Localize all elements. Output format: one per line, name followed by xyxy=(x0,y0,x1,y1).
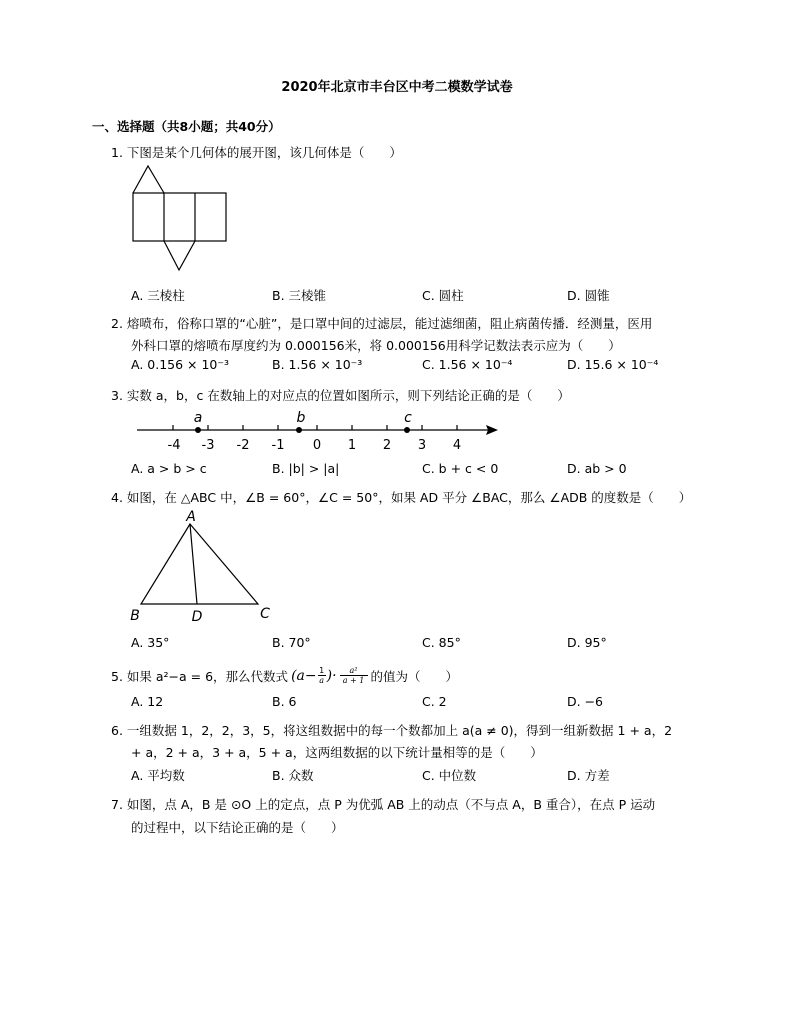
q4-option-b[interactable]: B. 70° xyxy=(272,635,311,650)
q5-stem-suffix: 的值为（ ） xyxy=(370,668,459,684)
net-top-triangle xyxy=(133,166,164,193)
q5-fraction-2-denominator: a + 1 xyxy=(342,676,365,685)
tick-label: -1 xyxy=(271,438,285,453)
q3-option-c[interactable]: C. b + c < 0 xyxy=(422,461,499,476)
vertex-a-label: A xyxy=(186,509,196,525)
question-7-line-1: 7. 如图，点 A，B 是 ⊙O 上的定点，点 P 为优弧 AB 上的动点（不与点 A，B 重合），在点 P 运动 xyxy=(111,797,656,812)
q1-option-c[interactable]: C. 圆柱 xyxy=(422,288,464,303)
point-a xyxy=(195,427,201,433)
prism-net-figure xyxy=(128,163,232,275)
q5-fraction-1-denominator: a xyxy=(319,676,324,685)
q5-option-d[interactable]: D. −6 xyxy=(567,694,603,709)
section-heading: 一、选择题（共8小题；共40分） xyxy=(92,119,281,134)
question-6-line-1: 6. 一组数据 1，2，2，3，5，将这组数据中的每一个数都加上 a(a ≠ 0)，得到一组新数据 1 + a，2 xyxy=(111,723,673,738)
q5-fraction-1 xyxy=(318,666,326,685)
triangle-abc xyxy=(141,524,258,604)
question-5-stem xyxy=(111,666,458,685)
point-c xyxy=(404,427,410,433)
q1-option-d[interactable]: D. 圆锥 xyxy=(567,288,610,303)
q2-option-b[interactable]: B. 1.56 × 10⁻³ xyxy=(272,357,363,372)
tick-label: 0 xyxy=(312,438,322,453)
question-6-line-2: + a，2 + a，3 + a，5 + a，这两组数据的以下统计量相等的是（ ） xyxy=(131,745,543,760)
point-c-label: c xyxy=(404,410,412,426)
point-a-label: a xyxy=(193,410,203,426)
q5-fraction-2 xyxy=(340,666,368,685)
tick-label: -3 xyxy=(201,438,215,453)
q6-option-d[interactable]: D. 方差 xyxy=(567,768,610,783)
question-4-stem: 4. 如图，在 △ABC 中，∠B = 60°，∠C = 50°，如果 AD 平分 ∠BAC，那么 ∠ADB 的度数是（ ） xyxy=(111,490,692,505)
q6-option-b[interactable]: B. 众数 xyxy=(272,768,314,783)
q5-expr-open: (a− xyxy=(291,667,317,684)
q5-fraction-1-numerator: 1 xyxy=(319,666,325,675)
q4-option-d[interactable]: D. 95° xyxy=(567,635,607,650)
tick-label: 2 xyxy=(382,438,392,453)
point-d-label: D xyxy=(191,609,203,625)
triangle-figure xyxy=(126,508,276,628)
q2-option-d[interactable]: D. 15.6 × 10⁻⁴ xyxy=(567,357,659,372)
q6-option-c[interactable]: C. 中位数 xyxy=(422,768,477,783)
q3-option-b[interactable]: B. |b| > |a| xyxy=(272,461,340,476)
tick-label: 1 xyxy=(347,438,357,453)
q5-fraction-2-numerator: a² xyxy=(349,666,358,675)
q2-option-a[interactable]: A. 0.156 × 10⁻³ xyxy=(131,357,229,372)
q6-option-a[interactable]: A. 平均数 xyxy=(131,768,185,783)
question-1-stem: 1. 下图是某个几何体的展开图，该几何体是（ ） xyxy=(111,145,402,160)
question-3-stem: 3. 实数 a，b，c 在数轴上的对应点的位置如图所示，则下列结论正确的是（ ） xyxy=(111,388,570,403)
tick-label: 3 xyxy=(417,438,427,453)
q2-option-c[interactable]: C. 1.56 × 10⁻⁴ xyxy=(422,357,513,372)
q5-option-a[interactable]: A. 12 xyxy=(131,694,164,709)
q5-option-b[interactable]: B. 6 xyxy=(272,694,297,709)
question-2-line-1: 2. 熔喷布，俗称口罩的“心脏”，是口罩中间的过滤层，能过滤细菌，阻止病菌传播．经测量，医用 xyxy=(111,316,653,331)
q1-option-a[interactable]: A. 三棱柱 xyxy=(131,288,185,303)
vertex-b-label: B xyxy=(130,608,140,624)
q4-option-a[interactable]: A. 35° xyxy=(131,635,170,650)
point-b xyxy=(296,427,302,433)
question-2-line-2: 外科口罩的熔喷布厚度约为 0.000156米，将 0.000156用科学记数法表示应为（ ） xyxy=(131,338,621,353)
point-b-label: b xyxy=(296,410,306,426)
vertex-c-label: C xyxy=(260,606,270,622)
q3-option-a[interactable]: A. a > b > c xyxy=(131,461,207,476)
q5-expr-close: )· xyxy=(326,667,337,684)
tick-label: -4 xyxy=(167,438,181,453)
question-7-line-2: 的过程中，以下结论正确的是（ ） xyxy=(131,820,344,835)
tick-label: 4 xyxy=(452,438,462,453)
page-title: 2020年北京市丰台区中考二模数学试卷 xyxy=(281,80,513,95)
q1-option-b[interactable]: B. 三棱锥 xyxy=(272,288,327,303)
q5-stem-prefix: 5. 如果 a²−a = 6，那么代数式 xyxy=(111,668,289,684)
tick-label: -2 xyxy=(236,438,250,453)
number-line-figure xyxy=(130,408,505,456)
bisector-ad xyxy=(190,524,197,604)
q5-option-c[interactable]: C. 2 xyxy=(422,694,447,709)
net-rectangles xyxy=(133,193,226,241)
q3-option-d[interactable]: D. ab > 0 xyxy=(567,461,627,476)
net-bottom-triangle xyxy=(164,241,195,270)
q4-option-c[interactable]: C. 85° xyxy=(422,635,461,650)
